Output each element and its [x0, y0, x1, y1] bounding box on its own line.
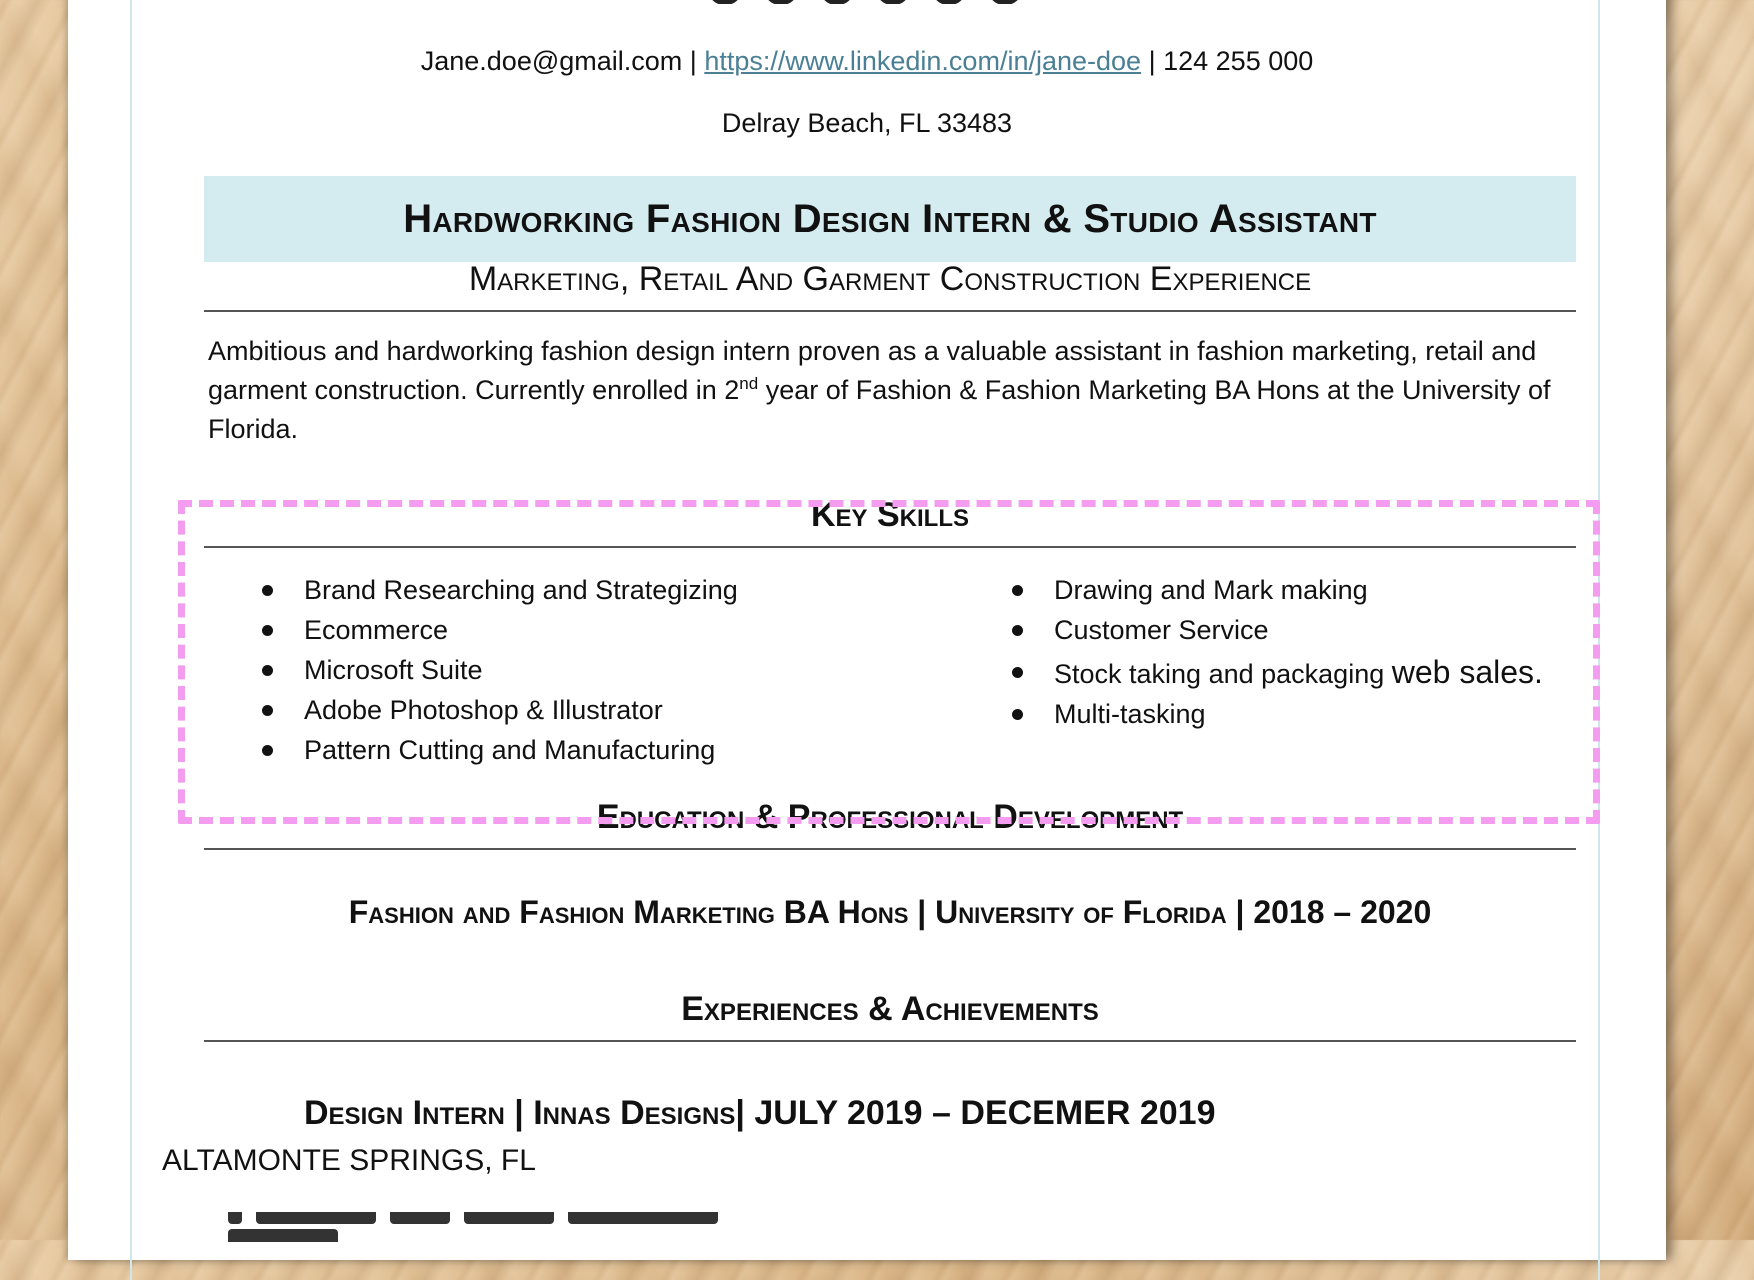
skill-text-tail: web sales. — [1391, 654, 1543, 690]
separator: | — [735, 1094, 755, 1132]
headline: Hardworking Fashion Design Intern & Studio Assistant — [403, 196, 1377, 241]
skill-text: Drawing and Mark making — [1054, 575, 1368, 605]
cropped-text-line — [228, 1212, 848, 1242]
separator: | — [1148, 46, 1156, 76]
education-heading: Education & Professional Development — [596, 798, 1184, 836]
experience-rule — [204, 1040, 1576, 1042]
skill-text: Stock taking and packaging — [1054, 659, 1385, 689]
skill-text: Multi-tasking — [1054, 699, 1206, 729]
highlight-box — [178, 500, 1600, 824]
skill-text: Microsoft Suite — [304, 655, 483, 685]
skill-text: Pattern Cutting and Manufacturing — [304, 735, 716, 765]
skill-text: Brand Researching and Strategizing — [304, 575, 738, 605]
separator: | — [504, 1094, 534, 1132]
name-heading-cropped — [708, 0, 1108, 4]
skill-text: Adobe Photoshop & Illustrator — [304, 695, 663, 725]
phone-text: 124 255 000 — [1163, 46, 1314, 76]
contact-line — [68, 46, 1666, 77]
summary-superscript: nd — [739, 374, 759, 393]
location-text: Delray Beach, FL 33483 — [721, 108, 1013, 138]
job-title: Design Intern — [304, 1094, 505, 1132]
key-skills-heading: Key Skills — [810, 496, 970, 534]
job-location: ALTAMONTE SPRINGS, FL — [162, 1144, 536, 1177]
linkedin-link[interactable]: https://www.linkedin.com/in/jane-doe — [704, 46, 1142, 76]
summary-text: Ambitious and hardworking fashion design intern proven as a valuable assistant in fashion marketing, retail and garment construction. Currently enrolled in 2 — [208, 336, 1537, 405]
email-text: Jane.doe@gmail.com — [420, 46, 683, 76]
experience-heading: Experiences & Achievements — [681, 990, 1099, 1028]
education-rule — [204, 848, 1576, 850]
subtitle: Marketing, Retail And Garment Construction Experience — [468, 260, 1312, 298]
summary-paragraph — [208, 332, 1588, 449]
job-heading — [304, 1094, 1216, 1133]
skill-text: Customer Service — [1054, 615, 1269, 645]
subtitle-rule — [204, 310, 1576, 312]
education-entry: Fashion and Fashion Marketing BA Hons | University of Florida | 2018 – 2020 — [348, 894, 1432, 930]
skill-text: Ecommerce — [304, 615, 449, 645]
job-dates: JULY 2019 – DECEMER 2019 — [754, 1094, 1216, 1132]
separator: | — [689, 46, 697, 76]
summary-text-cont: year of Fashion & Fashion Marketing BA Hons at the University of Florida. — [208, 375, 1551, 444]
headline-band — [204, 176, 1576, 262]
job-company: Innas Designs — [533, 1094, 736, 1132]
